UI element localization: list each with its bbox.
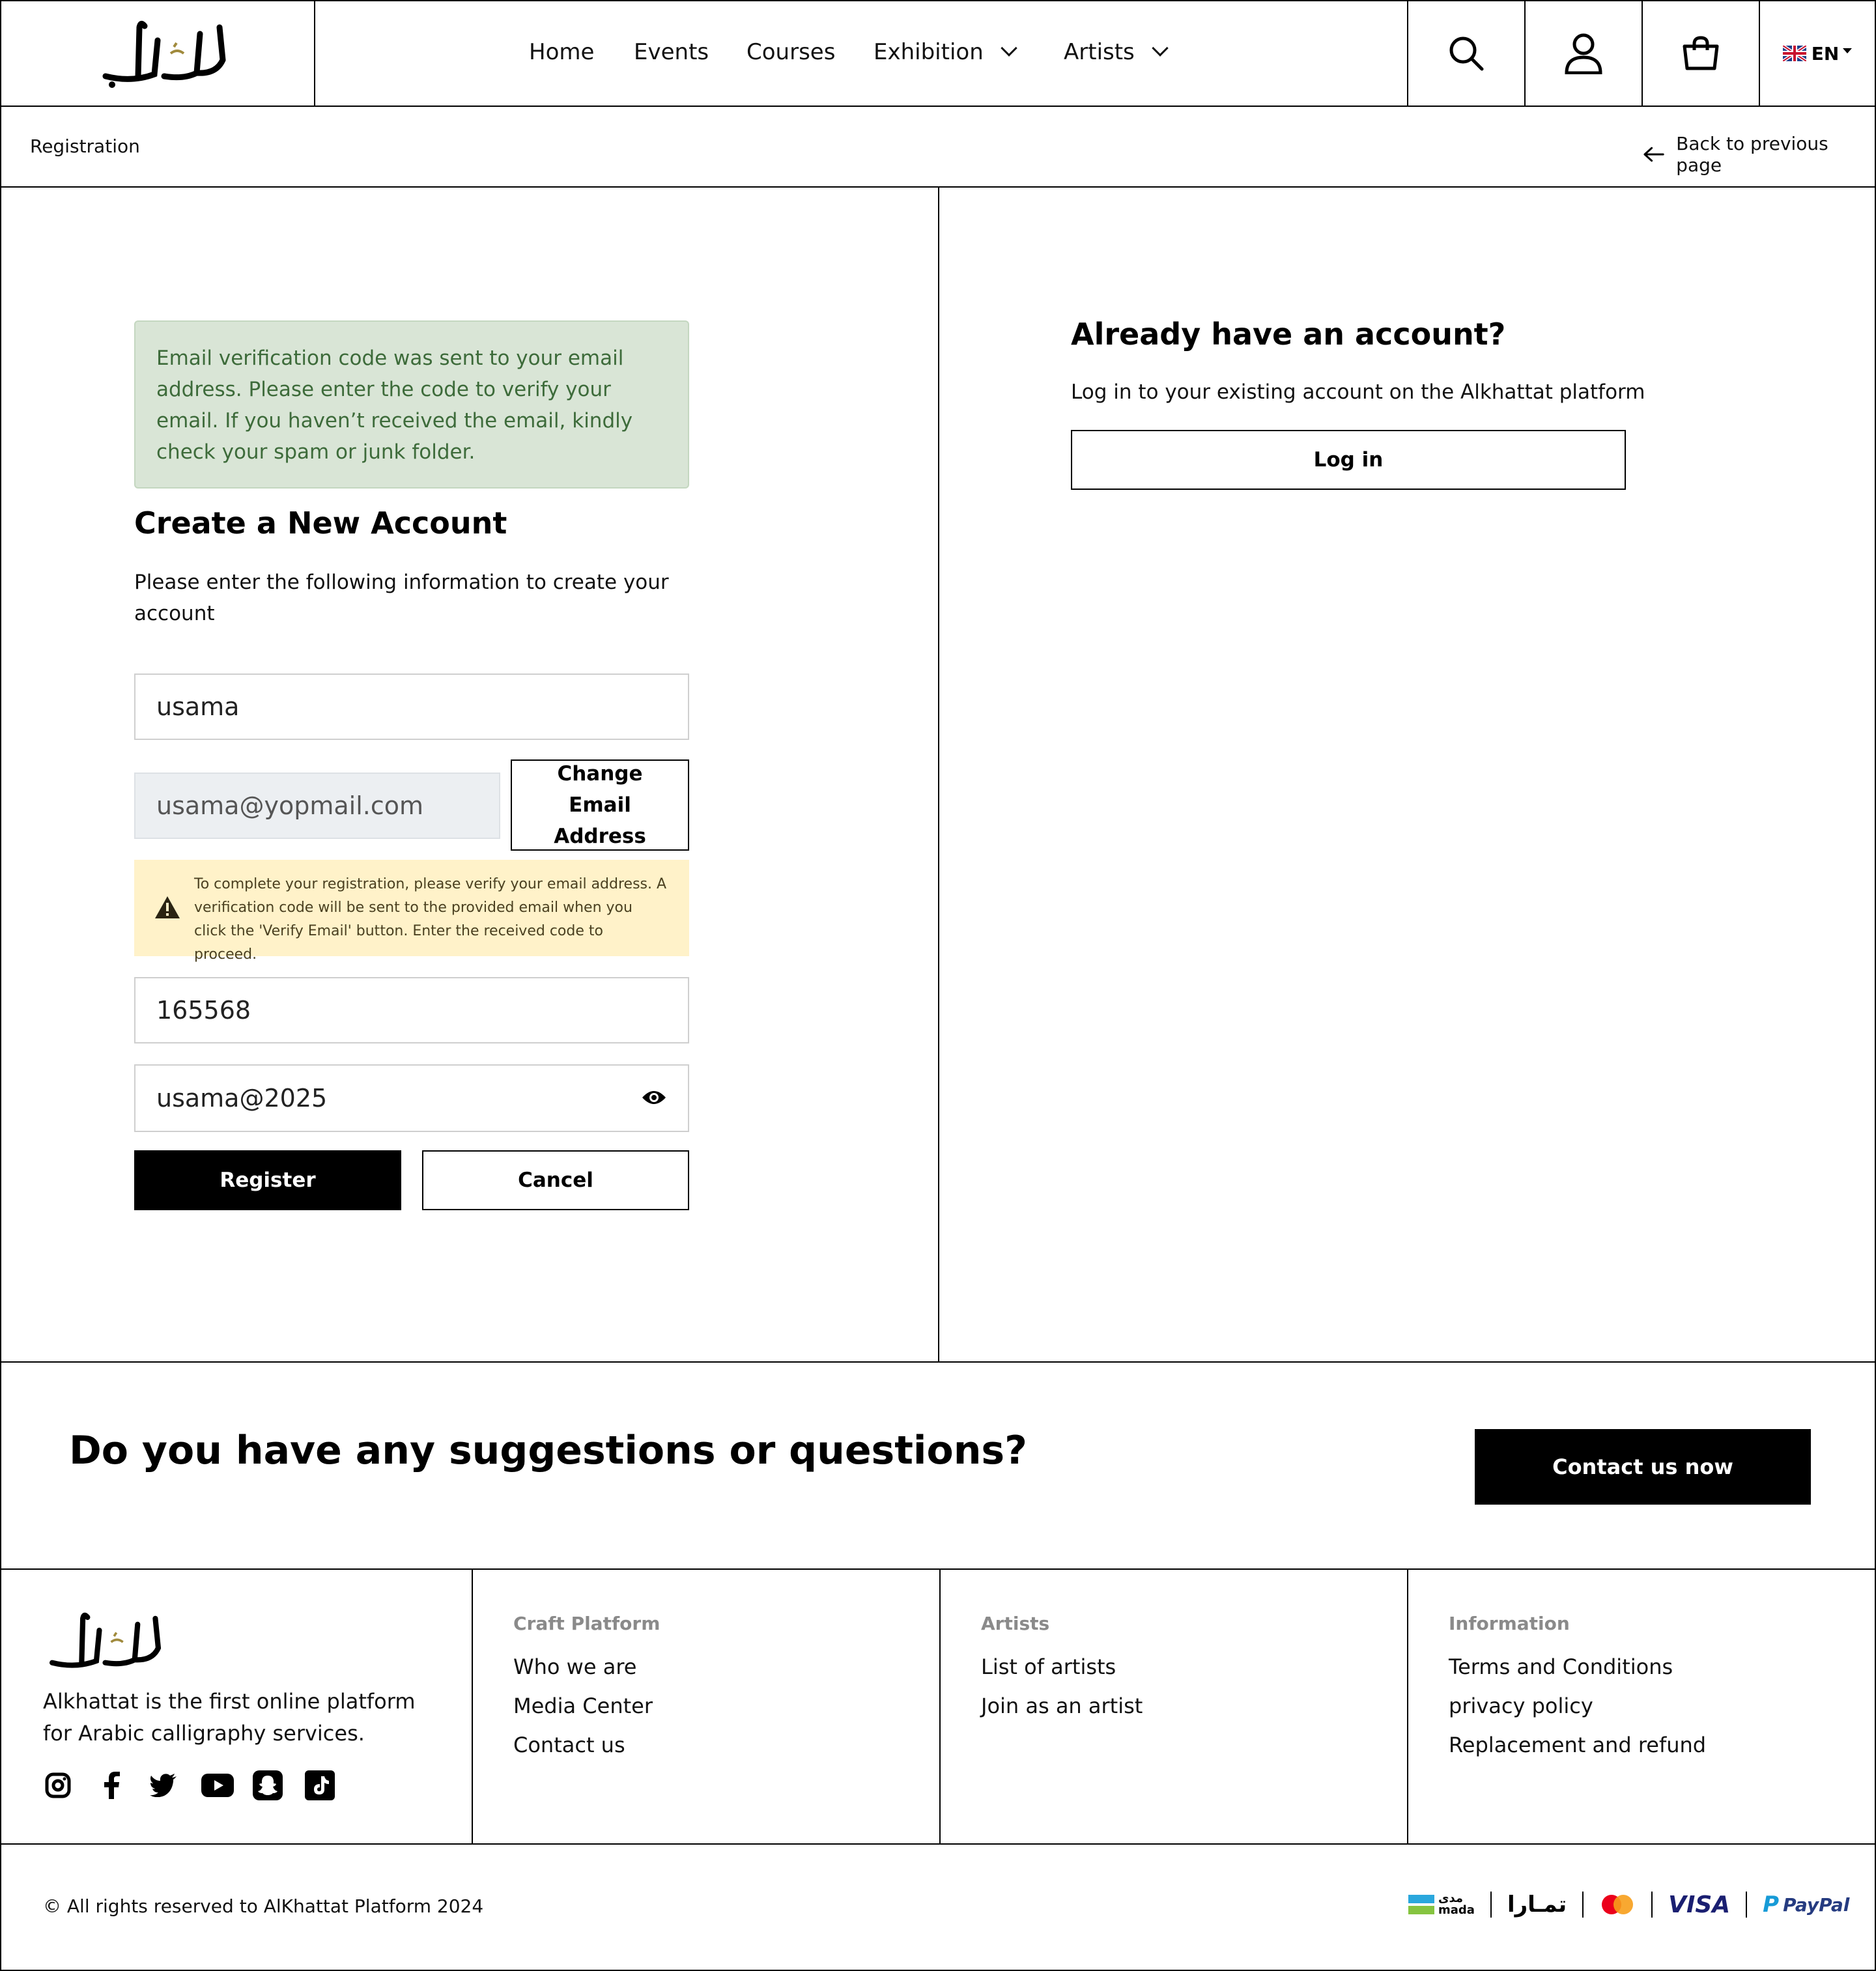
footer-link-privacy[interactable]: privacy policy <box>1449 1694 1593 1718</box>
twitter-icon <box>150 1774 177 1797</box>
tamara-logo: تمـارا <box>1507 1892 1567 1918</box>
youtube-icon <box>201 1774 234 1797</box>
footer-link-list-of-artists[interactable]: List of artists <box>981 1654 1116 1679</box>
nav-courses[interactable]: Courses <box>746 39 836 65</box>
instagram-icon <box>45 1772 71 1798</box>
nav-exhibition-label: Exhibition <box>874 39 984 65</box>
mada-arabic: مدى <box>1438 1892 1464 1905</box>
visa-logo: VISA <box>1668 1891 1731 1918</box>
footer-heading: Craft Platform <box>513 1613 661 1634</box>
login-panel <box>941 188 1875 1361</box>
change-email-button[interactable]: Change Email Address <box>511 759 689 851</box>
chevron-down-icon <box>1001 40 1017 56</box>
footer-link-who-we-are[interactable]: Who we are <box>513 1654 637 1679</box>
twitter-link[interactable] <box>149 1770 178 1800</box>
divider <box>1490 1892 1492 1918</box>
login-subtitle: Log in to your existing account on the Alkhattat platform <box>1071 380 1645 404</box>
register-title: Create a New Account <box>134 505 507 541</box>
facebook-icon <box>102 1772 121 1799</box>
instagram-link[interactable] <box>43 1770 73 1800</box>
back-link[interactable] <box>1643 133 1875 176</box>
arrow-left-icon <box>1643 146 1664 163</box>
snapchat-link[interactable] <box>253 1770 283 1800</box>
register-panel <box>1 188 939 1361</box>
bottom-bar <box>1 1845 1875 1970</box>
password-value: usama@2025 <box>156 1084 328 1113</box>
password-field[interactable] <box>134 1064 689 1132</box>
footer-column-artists <box>939 1570 1407 1843</box>
copyright: © All rights reserved to AlKhattat Platform 2024 <box>43 1895 484 1917</box>
paypal-p-icon: P <box>1763 1892 1780 1918</box>
tiktok-icon <box>305 1770 335 1800</box>
language-selector[interactable] <box>1759 1 1875 106</box>
nav-exhibition[interactable] <box>874 39 1015 65</box>
divider <box>1746 1892 1747 1918</box>
suggestions-title: Do you have any suggestions or questions? <box>69 1428 1027 1473</box>
mada-logo <box>1408 1893 1475 1916</box>
divider <box>1651 1892 1653 1918</box>
breadcrumb-bar <box>1 107 1875 188</box>
footer-link-media-center[interactable]: Media Center <box>513 1694 653 1718</box>
login-title: Already have an account? <box>1071 317 1506 352</box>
footer-column-information <box>1407 1570 1875 1843</box>
email-field[interactable]: usama@yopmail.com <box>134 773 500 839</box>
verify-warning-text: To complete your registration, please verify your email address. A verification code will be sent to the provided email when you click the 'Verify Email' button. Enter the received code to proceed. <box>194 876 667 963</box>
payment-methods <box>1408 1885 1849 1924</box>
footer-about: Alkhattat is the first online platform for Arabic calligraphy services. <box>43 1689 416 1746</box>
snapchat-icon <box>253 1770 283 1800</box>
site-logo[interactable] <box>92 14 229 92</box>
contact-us-button[interactable]: Contact us now <box>1475 1429 1811 1505</box>
account-button[interactable] <box>1524 1 1642 106</box>
tiktok-link[interactable] <box>305 1770 335 1800</box>
verification-code-field[interactable]: 165568 <box>134 977 689 1043</box>
mastercard-logo <box>1599 1893 1636 1916</box>
nav-events[interactable]: Events <box>634 39 709 65</box>
paypal-label: PayPal <box>1783 1893 1850 1916</box>
footer <box>1 1570 1875 1845</box>
footer-heading: Information <box>1449 1613 1570 1634</box>
footer-link-join-as-artist[interactable]: Join as an artist <box>981 1694 1143 1718</box>
footer-heading: Artists <box>981 1613 1050 1634</box>
eye-icon[interactable] <box>641 1088 667 1107</box>
footer-link-terms[interactable]: Terms and Conditions <box>1449 1654 1673 1679</box>
youtube-link[interactable] <box>201 1770 234 1800</box>
nav-artists[interactable] <box>1064 39 1166 65</box>
cart-button[interactable] <box>1642 1 1759 106</box>
success-alert: Email verification code was sent to your email address. Please enter the code to verify your email. If you haven’t received the email, kindly check your spam or junk folder. <box>134 320 689 489</box>
warning-icon <box>154 895 181 920</box>
cancel-button[interactable]: Cancel <box>422 1150 689 1210</box>
nav-home[interactable]: Home <box>529 39 595 65</box>
chevron-down-icon <box>1152 40 1168 56</box>
login-button[interactable]: Log in <box>1071 430 1626 490</box>
mada-latin: mada <box>1438 1903 1475 1917</box>
language-label: EN <box>1811 42 1840 64</box>
footer-logo[interactable] <box>40 1606 164 1678</box>
uk-flag-icon <box>1783 46 1806 61</box>
footer-column-craft <box>472 1570 939 1843</box>
footer-link-contact-us[interactable]: Contact us <box>513 1733 625 1757</box>
site-header <box>1 1 1875 107</box>
nav-artists-label: Artists <box>1064 39 1135 65</box>
verify-warning <box>134 860 689 963</box>
logo-cell <box>1 1 315 106</box>
footer-link-refund[interactable]: Replacement and refund <box>1449 1733 1707 1757</box>
shopping-bag-icon <box>1682 36 1720 71</box>
facebook-link[interactable] <box>96 1770 126 1800</box>
user-icon <box>1564 33 1603 74</box>
back-link-label: Back to previous page <box>1676 133 1828 176</box>
divider <box>1582 1892 1584 1918</box>
caret-down-icon <box>1843 48 1852 53</box>
paypal-logo <box>1763 1892 1849 1918</box>
breadcrumb-current: Registration <box>30 135 140 157</box>
suggestions-band <box>1 1361 1875 1570</box>
register-button[interactable]: Register <box>134 1150 401 1210</box>
search-button[interactable] <box>1407 1 1524 106</box>
register-subtitle: Please enter the following information to create your account <box>134 571 669 625</box>
name-field[interactable]: usama <box>134 674 689 740</box>
search-icon <box>1448 35 1485 72</box>
